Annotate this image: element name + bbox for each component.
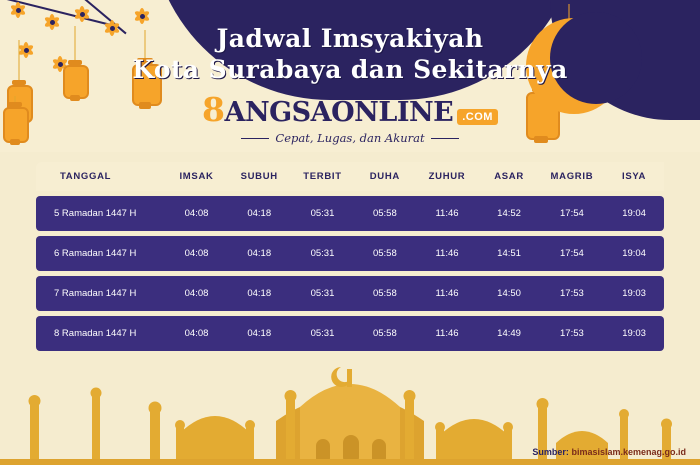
source-label: Sumber: — [532, 447, 569, 457]
poster-header — [0, 0, 700, 152]
cell-tanggal: 6 Ramadan 1447 H — [36, 236, 165, 271]
table-row — [36, 236, 664, 271]
table-row — [36, 316, 664, 351]
title-block — [0, 24, 700, 85]
column-header-subuh: SUBUH — [228, 162, 291, 191]
prayer-schedule-table — [36, 157, 664, 356]
cell-asar: 14:51 — [478, 236, 539, 271]
cell-subuh: 04:18 — [228, 236, 291, 271]
cell-tanggal: 5 Ramadan 1447 H — [36, 196, 165, 231]
table-header-row — [36, 162, 664, 191]
cell-zuhur: 11:46 — [416, 236, 479, 271]
logo-domain-badge: .COM — [457, 109, 498, 125]
flower-icon — [134, 8, 150, 24]
column-header-isya: ISYA — [604, 162, 664, 191]
cell-magrib: 17:54 — [540, 236, 605, 271]
brand-logo[interactable] — [0, 90, 700, 147]
flower-icon — [74, 6, 90, 22]
cell-tanggal: 8 Ramadan 1447 H — [36, 316, 165, 351]
cell-asar: 14:50 — [478, 276, 539, 311]
cell-magrib: 17:54 — [540, 196, 605, 231]
cell-asar: 14:49 — [478, 316, 539, 351]
column-header-zuhur: ZUHUR — [416, 162, 479, 191]
cell-duha: 05:58 — [354, 236, 415, 271]
logo-tagline: Cepat, Lugas, dan Akurat — [241, 131, 458, 145]
table-row — [36, 196, 664, 231]
cell-terbit: 05:31 — [291, 236, 354, 271]
column-header-terbit: TERBIT — [291, 162, 354, 191]
cell-terbit: 05:31 — [291, 196, 354, 231]
cell-duha: 05:58 — [354, 276, 415, 311]
cell-subuh: 04:18 — [228, 196, 291, 231]
cell-terbit: 05:31 — [291, 316, 354, 351]
cell-magrib: 17:53 — [540, 316, 605, 351]
cell-tanggal: 7 Ramadan 1447 H — [36, 276, 165, 311]
cell-isya: 19:03 — [604, 276, 664, 311]
column-header-imsak: IMSAK — [165, 162, 227, 191]
cell-imsak: 04:08 — [165, 196, 227, 231]
cell-subuh: 04:18 — [228, 276, 291, 311]
logo-digit: 8 — [202, 90, 225, 129]
cell-zuhur: 11:46 — [416, 316, 479, 351]
table-row — [36, 276, 664, 311]
logo-wordmark: ANGSAONLINE — [224, 97, 454, 128]
column-header-tanggal: TANGGAL — [36, 162, 165, 191]
cell-imsak: 04:08 — [165, 276, 227, 311]
column-header-magrib: MAGRIB — [540, 162, 605, 191]
column-header-asar: ASAR — [478, 162, 539, 191]
source-credit — [532, 447, 686, 457]
cell-zuhur: 11:46 — [416, 276, 479, 311]
cell-terbit: 05:31 — [291, 276, 354, 311]
source-value: bimasislam.kemenag.go.id — [571, 447, 686, 457]
cell-duha: 05:58 — [354, 316, 415, 351]
cell-isya: 19:04 — [604, 236, 664, 271]
cell-subuh: 04:18 — [228, 316, 291, 351]
cell-isya: 19:04 — [604, 196, 664, 231]
cell-imsak: 04:08 — [165, 316, 227, 351]
title-line-2: Kota Surabaya dan Sekitarnya — [132, 54, 568, 84]
flower-icon — [10, 2, 26, 18]
cell-imsak: 04:08 — [165, 236, 227, 271]
cell-isya: 19:03 — [604, 316, 664, 351]
cell-magrib: 17:53 — [540, 276, 605, 311]
column-header-duha: DUHA — [354, 162, 415, 191]
cell-asar: 14:52 — [478, 196, 539, 231]
cell-duha: 05:58 — [354, 196, 415, 231]
title-line-1: Jadwal Imsyakiyah — [216, 24, 484, 53]
cell-zuhur: 11:46 — [416, 196, 479, 231]
